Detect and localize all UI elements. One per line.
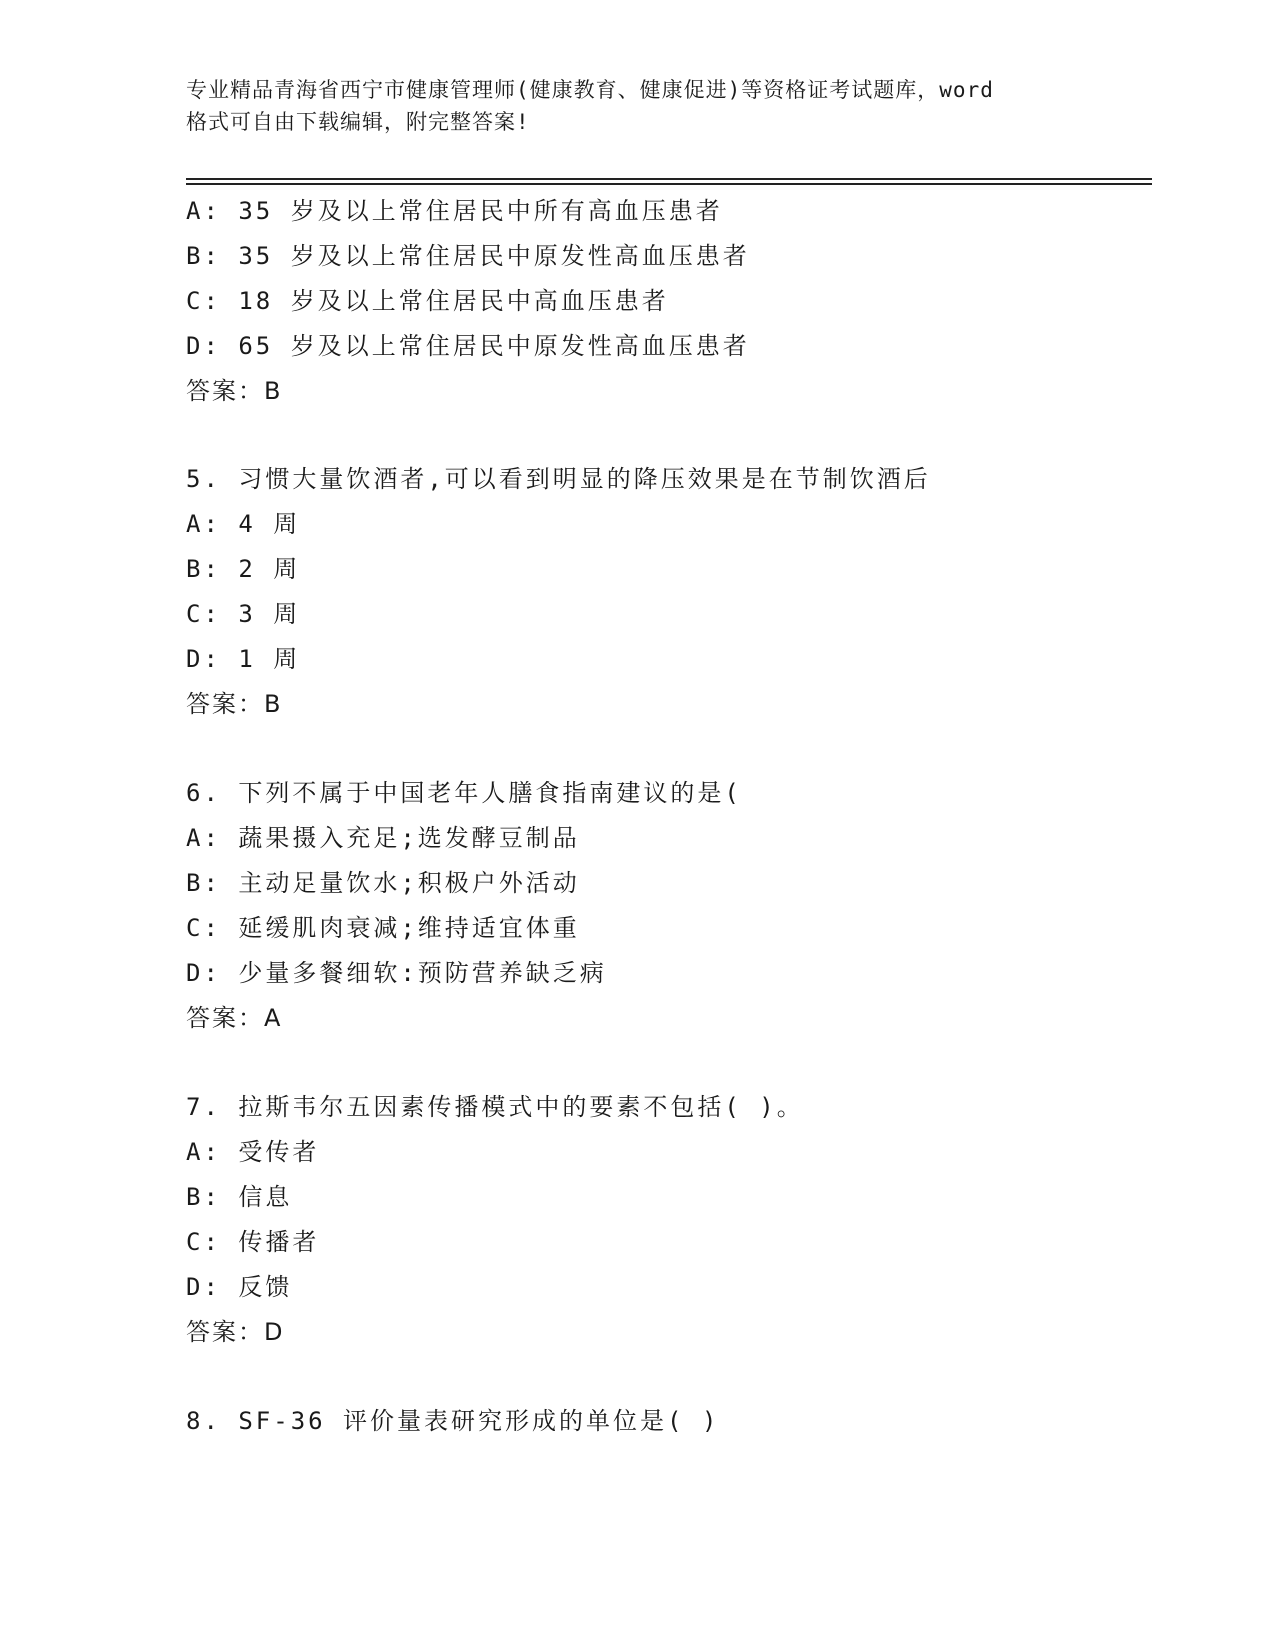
q8-question: 8. SF-36 评价量表研究形成的单位是( ) — [186, 1407, 720, 1435]
header-divider-bottom — [186, 183, 1152, 185]
header-line-1: 专业精品青海省西宁市健康管理师(健康教育、健康促进)等资格证考试题库，word — [186, 78, 994, 102]
q5-option-b: B: 2 周 — [186, 555, 301, 583]
q6-option-c: C: 延缓肌肉衰减;维持适宜体重 — [186, 914, 580, 942]
q7-option-d: D: 反馈 — [186, 1273, 293, 1301]
q7-option-a: A: 受传者 — [186, 1138, 320, 1166]
q6-question: 6. 下列不属于中国老年人膳食指南建议的是( — [186, 779, 742, 807]
q6-option-b: B: 主动足量饮水;积极户外活动 — [186, 869, 580, 897]
q5-question: 5. 习惯大量饮酒者,可以看到明显的降压效果是在节制饮酒后 — [186, 465, 931, 493]
q4-option-c: C: 18 岁及以上常住居民中高血压患者 — [186, 287, 669, 315]
header-line-2: 格式可自由下载编辑，附完整答案! — [186, 110, 530, 134]
q5-option-d: D: 1 周 — [186, 645, 301, 673]
q7-option-c: C: 传播者 — [186, 1228, 320, 1256]
document-header — [186, 74, 1086, 138]
q5-option-c: C: 3 周 — [186, 600, 301, 628]
header-divider-top — [186, 178, 1152, 180]
q7-question: 7. 拉斯韦尔五因素传播模式中的要素不包括( )。 — [186, 1093, 804, 1121]
q4-option-a: A: 35 岁及以上常住居民中所有高血压患者 — [186, 197, 723, 225]
q6-answer: 答案：A — [186, 1004, 283, 1032]
q6-option-d: D: 少量多餐细软:预防营养缺乏病 — [186, 959, 607, 987]
q5-answer: 答案：B — [186, 690, 283, 718]
q4-option-b: B: 35 岁及以上常住居民中原发性高血压患者 — [186, 242, 750, 270]
q6-option-a: A: 蔬果摄入充足;选发酵豆制品 — [186, 824, 580, 852]
q4-answer: 答案：B — [186, 377, 283, 405]
q5-option-a: A: 4 周 — [186, 510, 301, 538]
q4-option-d: D: 65 岁及以上常住居民中原发性高血压患者 — [186, 332, 750, 360]
q7-answer: 答案：D — [186, 1318, 285, 1346]
q7-option-b: B: 信息 — [186, 1183, 293, 1211]
